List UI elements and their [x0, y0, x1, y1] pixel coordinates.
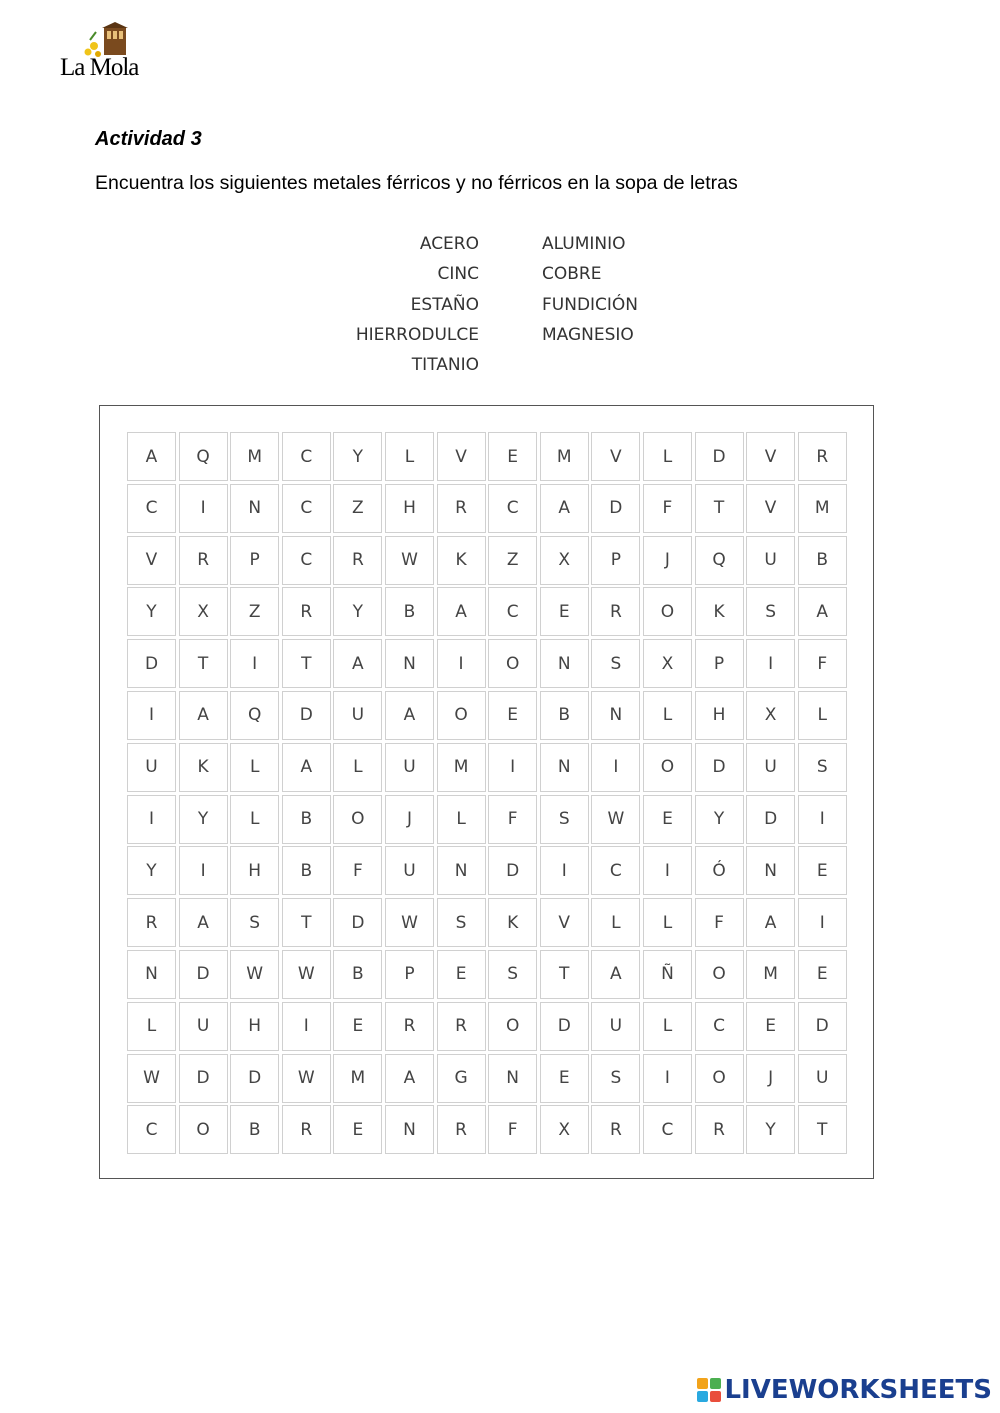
grid-cell[interactable]: V — [746, 432, 795, 481]
grid-cell[interactable]: G — [437, 1054, 486, 1103]
grid-cell[interactable]: J — [746, 1054, 795, 1103]
grid-cell[interactable]: T — [695, 484, 744, 533]
grid-cell[interactable]: Z — [488, 536, 537, 585]
grid-cell[interactable]: S — [437, 898, 486, 947]
grid-cell[interactable]: V — [591, 432, 640, 481]
word-item: HIERRODULCE — [355, 324, 479, 345]
grid-cell[interactable]: D — [179, 950, 228, 999]
grid-cell[interactable]: X — [643, 639, 692, 688]
grid-cell[interactable]: A — [179, 691, 228, 740]
word-item: FUNDICIÓN — [542, 294, 639, 315]
grid-cell[interactable]: L — [437, 795, 486, 844]
grid-cell[interactable]: Q — [179, 432, 228, 481]
liveworksheets-logo — [697, 1375, 992, 1405]
grid-cell[interactable]: U — [385, 743, 434, 792]
grid-cell[interactable]: W — [282, 950, 331, 999]
grid-cell[interactable]: E — [643, 795, 692, 844]
icon-tile — [697, 1391, 708, 1402]
grid-cell[interactable]: N — [127, 950, 176, 999]
grid-cell[interactable]: F — [695, 898, 744, 947]
grid-cell[interactable]: U — [127, 743, 176, 792]
grid-cell[interactable]: A — [437, 587, 486, 636]
grid-cell[interactable]: E — [540, 587, 589, 636]
grid-cell[interactable]: M — [540, 432, 589, 481]
grid-cell[interactable]: J — [643, 536, 692, 585]
grid-cell[interactable]: B — [540, 691, 589, 740]
grid-cell[interactable]: I — [798, 795, 847, 844]
grid-cell[interactable]: O — [488, 639, 537, 688]
grid-cell[interactable]: O — [437, 691, 486, 740]
grid-cell[interactable]: W — [591, 795, 640, 844]
word-item: ALUMINIO — [542, 234, 626, 254]
grid-cell[interactable]: D — [333, 898, 382, 947]
grid-cell[interactable]: Z — [230, 587, 279, 636]
grid-cell[interactable]: L — [643, 1002, 692, 1051]
grid-cell[interactable]: V — [746, 484, 795, 533]
grid-cell[interactable]: R — [798, 432, 847, 481]
grid-cell[interactable]: U — [179, 1002, 228, 1051]
grid-cell[interactable]: R — [333, 536, 382, 585]
grid-cell[interactable]: I — [282, 1002, 331, 1051]
grid-cell[interactable]: I — [437, 639, 486, 688]
liveworksheets-icon — [697, 1378, 721, 1402]
grid-cell[interactable]: N — [437, 846, 486, 895]
grid-cell[interactable]: I — [746, 639, 795, 688]
grid-cell[interactable]: S — [591, 1054, 640, 1103]
grid-cell[interactable]: P — [591, 536, 640, 585]
grid-cell[interactable]: N — [385, 639, 434, 688]
grid-cell[interactable]: I — [127, 795, 176, 844]
grid-cell[interactable]: B — [798, 536, 847, 585]
grid-cell[interactable]: A — [127, 432, 176, 481]
grid-cell[interactable]: D — [282, 691, 331, 740]
grid-cell[interactable]: N — [488, 1054, 537, 1103]
icon-tile — [697, 1378, 708, 1389]
word-list-right — [542, 229, 638, 350]
grid-cell[interactable]: U — [746, 743, 795, 792]
grid-cell[interactable]: Y — [333, 587, 382, 636]
grid-cell[interactable]: Ó — [695, 846, 744, 895]
icon-tile — [710, 1378, 721, 1389]
grid-cell[interactable]: O — [695, 950, 744, 999]
grid-cell[interactable]: C — [127, 1105, 176, 1154]
grid-cell[interactable]: C — [591, 846, 640, 895]
grid-cell[interactable]: R — [282, 1105, 331, 1154]
grid-cell[interactable]: L — [591, 898, 640, 947]
grid-cell[interactable]: M — [230, 432, 279, 481]
grid-cell[interactable]: L — [333, 743, 382, 792]
grid-cell[interactable]: A — [540, 484, 589, 533]
grid-cell[interactable]: D — [127, 639, 176, 688]
grid-cell[interactable]: X — [540, 536, 589, 585]
grid-cell[interactable]: F — [798, 639, 847, 688]
grid-cell[interactable]: D — [798, 1002, 847, 1051]
grid-cell[interactable]: T — [179, 639, 228, 688]
grid-cell[interactable]: F — [333, 846, 382, 895]
grid-cell[interactable]: X — [179, 587, 228, 636]
grid-cell[interactable]: A — [591, 950, 640, 999]
grid-cell[interactable]: I — [591, 743, 640, 792]
grid-cell[interactable]: I — [540, 846, 589, 895]
grid-cell[interactable]: N — [540, 639, 589, 688]
grid-cell[interactable]: M — [437, 743, 486, 792]
grid-cell[interactable]: W — [127, 1054, 176, 1103]
grid-cell[interactable]: E — [333, 1105, 382, 1154]
grid-cell[interactable]: D — [695, 432, 744, 481]
grid-cell[interactable]: N — [230, 484, 279, 533]
grid-cell[interactable]: V — [540, 898, 589, 947]
grid-cell[interactable]: S — [746, 587, 795, 636]
grid-cell[interactable]: A — [333, 639, 382, 688]
grid-cell[interactable]: O — [333, 795, 382, 844]
school-logo — [60, 22, 145, 84]
grid-cell[interactable]: I — [127, 691, 176, 740]
grid-cell[interactable]: D — [179, 1054, 228, 1103]
grid-cell[interactable]: O — [488, 1002, 537, 1051]
grid-cell[interactable]: T — [282, 639, 331, 688]
grid-cell[interactable]: U — [798, 1054, 847, 1103]
grid-cell[interactable]: C — [695, 1002, 744, 1051]
word-item: COBRE — [542, 264, 602, 285]
grid-cell[interactable]: R — [385, 1002, 434, 1051]
grid-cell[interactable]: Q — [230, 691, 279, 740]
grid-cell[interactable]: A — [798, 587, 847, 636]
grid-cell[interactable]: I — [798, 898, 847, 947]
grid-cell[interactable]: N — [746, 846, 795, 895]
grid-cell[interactable]: W — [385, 898, 434, 947]
grid-cell[interactable]: W — [385, 536, 434, 585]
grid-cell[interactable]: Y — [746, 1105, 795, 1154]
grid-cell[interactable]: J — [385, 795, 434, 844]
grid-cell[interactable]: R — [591, 1105, 640, 1154]
grid-cell[interactable]: I — [179, 846, 228, 895]
grid-cell[interactable]: U — [385, 846, 434, 895]
grid-cell[interactable]: D — [488, 846, 537, 895]
grid-cell[interactable]: R — [437, 1105, 486, 1154]
grid-cell[interactable]: I — [643, 846, 692, 895]
grid-cell[interactable]: U — [746, 536, 795, 585]
grid-cell[interactable]: U — [333, 691, 382, 740]
grid-cell[interactable]: C — [282, 432, 331, 481]
grid-cell[interactable]: I — [179, 484, 228, 533]
grid-cell[interactable]: P — [385, 950, 434, 999]
grid-cell[interactable]: R — [127, 898, 176, 947]
grid-cell[interactable]: E — [540, 1054, 589, 1103]
grid-cell[interactable]: M — [798, 484, 847, 533]
grid-cell[interactable]: H — [230, 846, 279, 895]
grid-cell[interactable]: R — [282, 587, 331, 636]
grid-cell[interactable]: L — [643, 691, 692, 740]
grid-cell[interactable]: P — [230, 536, 279, 585]
grid-cell[interactable]: S — [540, 795, 589, 844]
grid-cell[interactable]: T — [540, 950, 589, 999]
word-item: ACERO — [419, 234, 479, 254]
grid-cell[interactable]: E — [488, 691, 537, 740]
grid-cell[interactable]: B — [230, 1105, 279, 1154]
grid-cell[interactable]: E — [798, 846, 847, 895]
grid-cell[interactable]: E — [798, 950, 847, 999]
grid-cell[interactable]: F — [488, 1105, 537, 1154]
grid-cell[interactable]: A — [282, 743, 331, 792]
grid-cell[interactable]: W — [230, 950, 279, 999]
liveworksheets-brand: LIVEWORKSHEETS — [724, 1375, 992, 1405]
grid-cell[interactable]: Y — [333, 432, 382, 481]
logo-text: La Mola — [60, 54, 139, 81]
grid-cell[interactable]: E — [333, 1002, 382, 1051]
grid-cell[interactable]: X — [540, 1105, 589, 1154]
grid-cell[interactable]: T — [798, 1105, 847, 1154]
grid-cell[interactable]: C — [643, 1105, 692, 1154]
grid-cell[interactable]: H — [385, 484, 434, 533]
grid-cell[interactable]: O — [643, 743, 692, 792]
grid-cell[interactable]: A — [385, 691, 434, 740]
grid-cell[interactable]: L — [385, 432, 434, 481]
grid-cell[interactable]: L — [798, 691, 847, 740]
grid-cell[interactable]: M — [746, 950, 795, 999]
activity-title: Actividad 3 — [95, 128, 202, 150]
grid-cell[interactable]: D — [230, 1054, 279, 1103]
grid-cell[interactable]: C — [488, 587, 537, 636]
grid-cell[interactable]: D — [746, 795, 795, 844]
grid-cell[interactable]: L — [643, 898, 692, 947]
grid-cell[interactable]: I — [643, 1054, 692, 1103]
grid-cell[interactable]: C — [127, 484, 176, 533]
grid-cell[interactable]: S — [591, 639, 640, 688]
grid-cell[interactable]: H — [695, 691, 744, 740]
word-list-left — [356, 229, 479, 380]
grid-cell[interactable]: K — [488, 898, 537, 947]
grid-cell[interactable]: N — [385, 1105, 434, 1154]
word-item: MAGNESIO — [542, 324, 634, 345]
grid-cell[interactable]: A — [385, 1054, 434, 1103]
grid-cell[interactable]: L — [127, 1002, 176, 1051]
grid-cell[interactable]: P — [695, 639, 744, 688]
grid-cell[interactable]: A — [179, 898, 228, 947]
grid-cell[interactable]: E — [488, 432, 537, 481]
grid-cell[interactable]: V — [437, 432, 486, 481]
grid-cell[interactable]: O — [695, 1054, 744, 1103]
grid-cell[interactable]: C — [282, 484, 331, 533]
grid-cell[interactable]: D — [591, 484, 640, 533]
grid-cell[interactable]: S — [230, 898, 279, 947]
grid-cell[interactable]: W — [282, 1054, 331, 1103]
word-item: TITANIO — [411, 355, 479, 376]
grid-cell[interactable]: I — [488, 743, 537, 792]
grid-cell[interactable]: K — [437, 536, 486, 585]
grid-cell[interactable]: Y — [179, 795, 228, 844]
word-item: CINC — [437, 264, 479, 285]
grid-cell[interactable]: L — [230, 743, 279, 792]
grid-cell[interactable]: E — [746, 1002, 795, 1051]
grid-cell[interactable]: R — [437, 1002, 486, 1051]
grid-cell[interactable]: O — [179, 1105, 228, 1154]
grid-cell[interactable]: B — [282, 795, 331, 844]
grid-cell[interactable]: H — [230, 1002, 279, 1051]
grid-cell[interactable]: R — [179, 536, 228, 585]
grid-cell[interactable]: R — [591, 587, 640, 636]
grid-cell[interactable]: L — [643, 432, 692, 481]
grid-cell[interactable]: U — [591, 1002, 640, 1051]
grid-cell[interactable]: S — [798, 743, 847, 792]
grid-cell[interactable]: Y — [695, 795, 744, 844]
grid-cell[interactable]: O — [643, 587, 692, 636]
grid-cell[interactable]: B — [385, 587, 434, 636]
grid-cell[interactable]: Q — [695, 536, 744, 585]
grid-cell[interactable]: K — [695, 587, 744, 636]
grid-cell[interactable]: C — [488, 484, 537, 533]
grid-cell[interactable]: D — [540, 1002, 589, 1051]
grid-cell[interactable]: Y — [127, 587, 176, 636]
grid-cell[interactable]: E — [437, 950, 486, 999]
word-item: ESTAÑO — [410, 294, 479, 315]
grid-cell[interactable]: T — [282, 898, 331, 947]
grid-cell[interactable]: S — [488, 950, 537, 999]
grid-cell[interactable]: M — [333, 1054, 382, 1103]
grid-cell[interactable]: Ñ — [643, 950, 692, 999]
grid-cell[interactable]: R — [437, 484, 486, 533]
grid-cell[interactable]: K — [179, 743, 228, 792]
word-search-grid — [127, 432, 847, 1154]
grid-cell[interactable]: L — [230, 795, 279, 844]
grid-cell[interactable]: F — [643, 484, 692, 533]
grid-cell[interactable]: I — [230, 639, 279, 688]
grid-cell[interactable]: C — [282, 536, 331, 585]
grid-cell[interactable]: N — [540, 743, 589, 792]
grid-cell[interactable]: B — [282, 846, 331, 895]
grid-cell[interactable]: R — [695, 1105, 744, 1154]
grid-cell[interactable]: X — [746, 691, 795, 740]
grid-cell[interactable]: F — [488, 795, 537, 844]
instructions-text: Encuentra los siguientes metales férricos y no férricos en la sopa de letras — [95, 172, 738, 194]
grid-cell[interactable]: B — [333, 950, 382, 999]
grid-cell[interactable]: Y — [127, 846, 176, 895]
grid-cell[interactable]: N — [591, 691, 640, 740]
grid-cell[interactable]: D — [695, 743, 744, 792]
grid-cell[interactable]: A — [746, 898, 795, 947]
grid-cell[interactable]: V — [127, 536, 176, 585]
icon-tile — [710, 1391, 721, 1402]
grid-cell[interactable]: Z — [333, 484, 382, 533]
